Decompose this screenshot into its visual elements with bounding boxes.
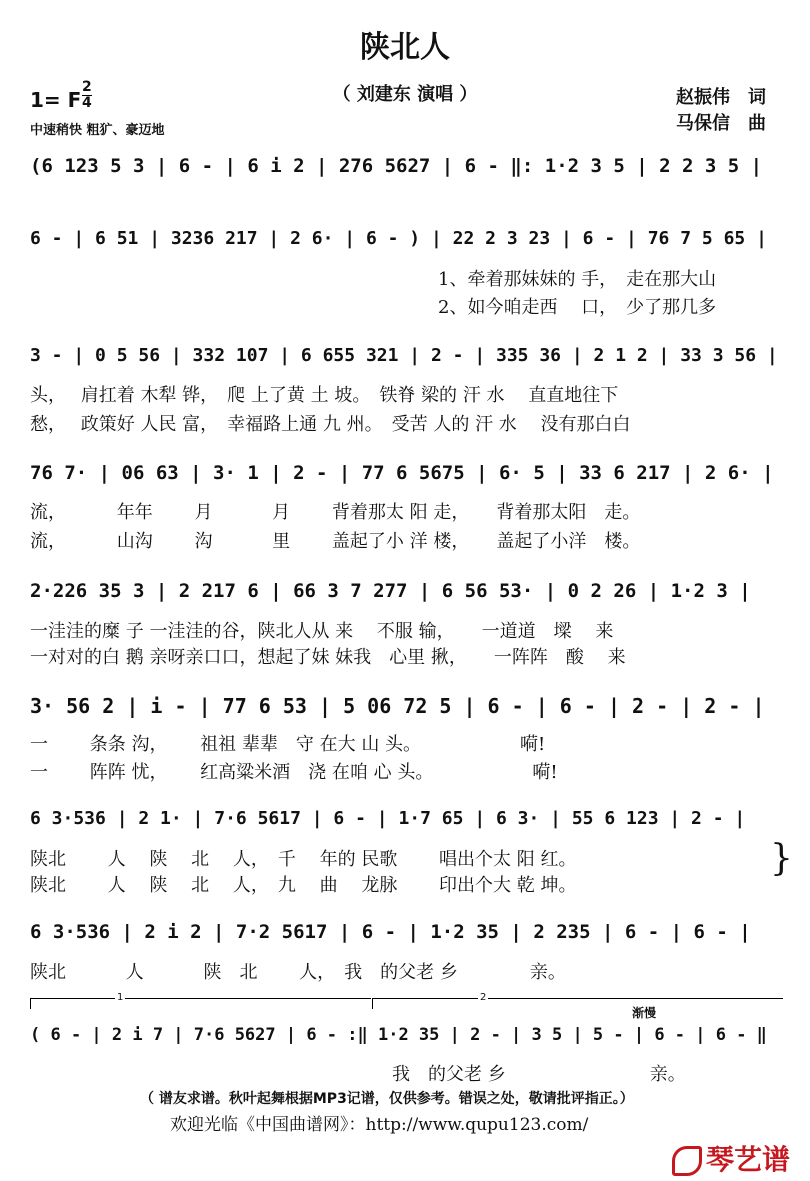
lyric-line-2-verse-2: 2、如今咱走西 口， 少了那几多	[438, 297, 717, 318]
lyric-line-5-verse-1: 一洼洼的糜 子 一洼洼的谷，陕北人从 来 不服 输， 一道道 墚 来	[30, 621, 614, 642]
logo-text: 琴艺谱	[705, 1143, 790, 1176]
second-ending-bracket	[372, 998, 783, 1009]
repeat-brace: }	[770, 838, 793, 879]
lyric-line-9: 我 的父老 乡 亲。	[392, 1064, 686, 1085]
notation-line-9: ( 6 - | 2 i 7 | 7·6 5627 | 6 - :‖ 1·2 35 | 2 - | 3 5 | 5 - | 6 - | 6 - ‖	[30, 1025, 767, 1045]
logo-icon	[672, 1146, 702, 1176]
brand-logo	[672, 1138, 790, 1178]
notation-line-6: 3· 56 2 | i - | 77 6 53 | 5 06 72 5 | 6 - | 6 - | 2 - | 2 - |	[30, 694, 765, 718]
lyric-line-6-verse-2: 一 阵阵 忧， 红高粱米酒 浇 在咱 心 头。 嗬!	[30, 762, 558, 783]
lyric-line-4-verse-2: 流， 山沟 沟 里 盖起了小 洋 楼， 盖起了小洋 楼。	[30, 531, 641, 552]
notation-line-1: (6 123 5 3 | 6 - | 6 i 2 | 276 5627 | 6 - ‖: 1·2 3 5 | 2 2 3 5 |	[30, 155, 763, 177]
tempo-marking: 中速稍快 粗犷、豪迈地	[30, 123, 165, 138]
meter-bottom: 4	[82, 95, 92, 111]
time-signature	[82, 80, 92, 111]
lyric-line-4-verse-1: 流， 年年 月 月 背着那太 阳 走， 背着那太阳 走。	[30, 502, 641, 523]
key-signature: 1= F	[30, 88, 82, 112]
notation-line-5: 2·226 35 3 | 2 217 6 | 66 3 7 277 | 6 56 53· | 0 2 26 | 1·2 3 |	[30, 580, 751, 602]
lyric-line-3-verse-2: 愁， 政策好 人民 富， 幸福路上通 九 州。 受苦 人的 汗 水 没有那白白	[30, 414, 631, 435]
composer-credit: 马保信 曲	[676, 113, 766, 134]
notation-line-2: 6 - | 6 51 | 3236 217 | 2 6· | 6 - ) | 22 2 3 23 | 6 - | 76 7 5 65 |	[30, 228, 767, 249]
lyricist-credit: 赵振伟 词	[676, 87, 766, 108]
meter-top: 2	[82, 79, 92, 95]
lyric-line-2-verse-1: 1、牵着那妹妹的 手， 走在那大山	[438, 269, 717, 290]
lyric-line-5-verse-2: 一对对的白 鹅 亲呀亲口口，想起了妹 妹我 心里 揪， 一阵阵 酸 来	[30, 647, 626, 668]
first-ending-bracket	[30, 998, 371, 1009]
ritardando-marking: 渐慢	[632, 1006, 657, 1020]
notation-line-7: 6 3·536 | 2 1· | 7·6 5617 | 6 - | 1·7 65 | 6 3· | 55 6 123 | 2 - |	[30, 808, 746, 829]
website-link[interactable]: 欢迎光临《中国曲谱网》：http://www.qupu123.com/	[170, 1115, 589, 1135]
notation-line-4: 76 7· | 06 63 | 3· 1 | 2 - | 77 6 5675 | 6· 5 | 33 6 217 | 2 6· |	[30, 462, 774, 484]
second-ending-number: 2	[480, 992, 487, 1003]
page-title: 陕北人	[360, 30, 450, 65]
first-ending-number: 1	[117, 992, 124, 1003]
singer-credit: （ 刘建东 演唱 ）	[332, 84, 478, 105]
lyric-line-7-verse-2: 陕北 人 陕 北 人， 九 曲 龙脉 印出个大 乾 坤。	[30, 875, 577, 896]
lyric-line-8: 陕北 人 陕 北 人， 我 的父老 乡 亲。	[30, 962, 566, 983]
transcription-note: （ 谱友求谱。秋叶起舞根据MP3记谱，仅供参考。错误之处，敬请批评指正。）	[140, 1091, 634, 1107]
notation-line-3: 3 - | 0 5 56 | 332 107 | 6 655 321 | 2 - | 335 36 | 2 1 2 | 33 3 56 |	[30, 345, 778, 366]
notation-line-8: 6 3·536 | 2 i 2 | 7·2 5617 | 6 - | 1·2 35 | 2 235 | 6 - | 6 - |	[30, 921, 751, 943]
lyric-line-7-verse-1: 陕北 人 陕 北 人， 千 年的 民歌 唱出个太 阳 红。	[30, 849, 577, 870]
lyric-line-3-verse-1: 头， 肩扛着 木犁 铧， 爬 上了黄 土 坡。 铁脊 梁的 汗 水 直直地往下	[30, 385, 619, 406]
lyric-line-6-verse-1: 一 条条 沟， 祖祖 辈辈 守 在大 山 头。 嗬!	[30, 734, 546, 755]
